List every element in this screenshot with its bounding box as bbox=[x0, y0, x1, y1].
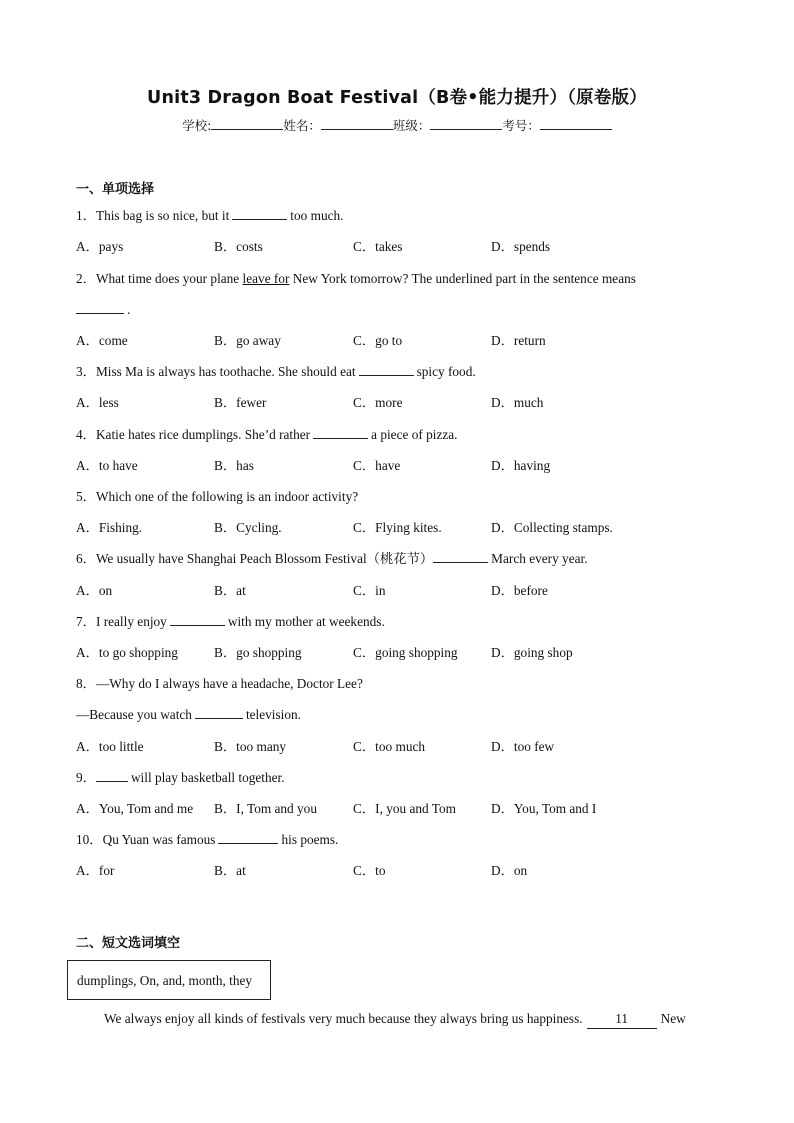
question-text: 8．—Why do I always have a headache, Doctor Lee? bbox=[76, 676, 363, 691]
question-10 bbox=[76, 831, 338, 849]
blank-11[interactable]: 11 bbox=[587, 1010, 657, 1029]
option-a[interactable]: A．to go shopping bbox=[76, 645, 178, 660]
exam-number-label: 考号： bbox=[502, 118, 540, 133]
question-text: 10．Qu Yuan was famous bbox=[76, 832, 216, 847]
passage-text: We always enjoy all kinds of festivals very much because they always bring us happiness. bbox=[104, 1011, 583, 1026]
question-text: 2．What time does your plane bbox=[76, 271, 240, 286]
underlined-phrase: leave for bbox=[242, 271, 290, 286]
question-text: —Because you watch bbox=[76, 707, 192, 722]
option-a[interactable]: A．on bbox=[76, 583, 113, 598]
answer-blank bbox=[433, 550, 488, 563]
question-text: his poems. bbox=[281, 832, 339, 847]
question-text: 9． bbox=[76, 770, 96, 785]
option-c[interactable]: C．in bbox=[353, 583, 386, 598]
word-bank-box: dumplings, On, and, month, they bbox=[67, 960, 271, 1000]
option-a[interactable]: A．to have bbox=[76, 458, 138, 473]
question-text: 1．This bag is so nice, but it bbox=[76, 208, 230, 223]
name-blank[interactable] bbox=[321, 117, 393, 130]
option-d[interactable]: D．going shop bbox=[491, 645, 573, 660]
option-c[interactable]: C．I, you and Tom bbox=[353, 801, 456, 816]
option-c[interactable]: C．more bbox=[353, 395, 403, 410]
question-text: with my mother at weekends. bbox=[227, 614, 385, 629]
option-b[interactable]: B．go away bbox=[214, 333, 281, 348]
option-c[interactable]: C．have bbox=[353, 458, 401, 473]
option-d[interactable]: D．spends bbox=[491, 239, 551, 254]
question-text: a piece of pizza. bbox=[371, 427, 458, 442]
class-label: 班级： bbox=[392, 118, 431, 133]
option-a[interactable]: A．for bbox=[76, 863, 115, 878]
answer-blank bbox=[96, 769, 128, 782]
option-c[interactable]: C．too much bbox=[353, 739, 426, 754]
option-d[interactable]: D．on bbox=[491, 863, 528, 878]
option-d[interactable]: D．too few bbox=[491, 739, 555, 754]
school-label: 学校: bbox=[182, 118, 212, 133]
option-c[interactable]: C．takes bbox=[353, 239, 403, 254]
section-heading-cloze: 二、短文选词填空 bbox=[76, 936, 181, 951]
option-a[interactable]: A．come bbox=[76, 333, 128, 348]
student-info-line bbox=[0, 117, 794, 135]
cloze-passage bbox=[104, 1010, 686, 1029]
question-1 bbox=[76, 207, 343, 225]
question-8-reply bbox=[76, 706, 301, 724]
question-text: 5．Which one of the following is an indoor activity? bbox=[76, 489, 359, 504]
option-a[interactable]: A．You, Tom and me bbox=[76, 801, 194, 816]
question-8 bbox=[76, 675, 363, 693]
option-b[interactable]: B．I, Tom and you bbox=[214, 801, 317, 816]
option-b[interactable]: B．at bbox=[214, 583, 246, 598]
question-text: March every year. bbox=[491, 551, 588, 566]
answer-blank bbox=[359, 363, 414, 376]
answer-blank bbox=[232, 207, 287, 220]
option-b[interactable]: B．at bbox=[214, 863, 246, 878]
question-3 bbox=[76, 363, 476, 381]
option-c[interactable]: C．go to bbox=[353, 333, 403, 348]
option-b[interactable]: B．costs bbox=[214, 239, 263, 254]
question-4 bbox=[76, 426, 457, 444]
answer-blank bbox=[170, 613, 225, 626]
option-d[interactable]: D．having bbox=[491, 458, 551, 473]
school-blank[interactable] bbox=[211, 117, 283, 130]
option-a[interactable]: A．Fishing. bbox=[76, 520, 143, 535]
question-text: New York tomorrow? The underlined part in the sentence means bbox=[292, 271, 636, 286]
option-b[interactable]: B．fewer bbox=[214, 395, 267, 410]
answer-blank bbox=[76, 301, 124, 314]
question-2 bbox=[76, 270, 636, 288]
option-c[interactable]: C．going shopping bbox=[353, 645, 458, 660]
question-6 bbox=[76, 550, 588, 568]
section-heading-single-choice: 一、单项选择 bbox=[76, 182, 155, 197]
option-d[interactable]: D．return bbox=[491, 333, 546, 348]
question-5 bbox=[76, 488, 358, 506]
question-text: television. bbox=[245, 707, 301, 722]
question-text: spicy food. bbox=[416, 364, 476, 379]
exam-number-blank[interactable] bbox=[540, 117, 612, 130]
option-b[interactable]: B．Cycling. bbox=[214, 520, 282, 535]
question-text: 7．I really enjoy bbox=[76, 614, 167, 629]
option-c[interactable]: C．Flying kites. bbox=[353, 520, 442, 535]
option-d[interactable]: D．You, Tom and I bbox=[491, 801, 597, 816]
answer-blank bbox=[195, 706, 243, 719]
answer-blank bbox=[218, 831, 278, 844]
question-2-blank-line: . bbox=[76, 301, 130, 319]
option-d[interactable]: D．before bbox=[491, 583, 548, 598]
name-label: 姓名： bbox=[283, 118, 321, 133]
passage-text: New bbox=[660, 1011, 686, 1026]
option-a[interactable]: A．pays bbox=[76, 239, 124, 254]
question-9 bbox=[76, 769, 285, 787]
option-d[interactable]: D．much bbox=[491, 395, 544, 410]
question-text: will play basketball together. bbox=[130, 770, 285, 785]
document-title: Unit3 Dragon Boat Festival（B卷•能力提升）（原卷版） bbox=[147, 88, 647, 108]
option-b[interactable]: B．too many bbox=[214, 739, 287, 754]
question-text: 6．We usually have Shanghai Peach Blossom Festival（桃花节） bbox=[76, 551, 434, 566]
option-a[interactable]: A．too little bbox=[76, 739, 144, 754]
option-d[interactable]: D．Collecting stamps. bbox=[491, 520, 613, 535]
option-a[interactable]: A．less bbox=[76, 395, 119, 410]
question-7 bbox=[76, 613, 385, 631]
question-text: 3．Miss Ma is always has toothache. She should eat bbox=[76, 364, 356, 379]
option-b[interactable]: B．has bbox=[214, 458, 254, 473]
class-blank[interactable] bbox=[430, 117, 502, 130]
question-text: 4．Katie hates rice dumplings. She’d rather bbox=[76, 427, 311, 442]
option-b[interactable]: B．go shopping bbox=[214, 645, 302, 660]
answer-blank bbox=[313, 426, 368, 439]
option-c[interactable]: C．to bbox=[353, 863, 386, 878]
question-text: too much. bbox=[290, 208, 344, 223]
